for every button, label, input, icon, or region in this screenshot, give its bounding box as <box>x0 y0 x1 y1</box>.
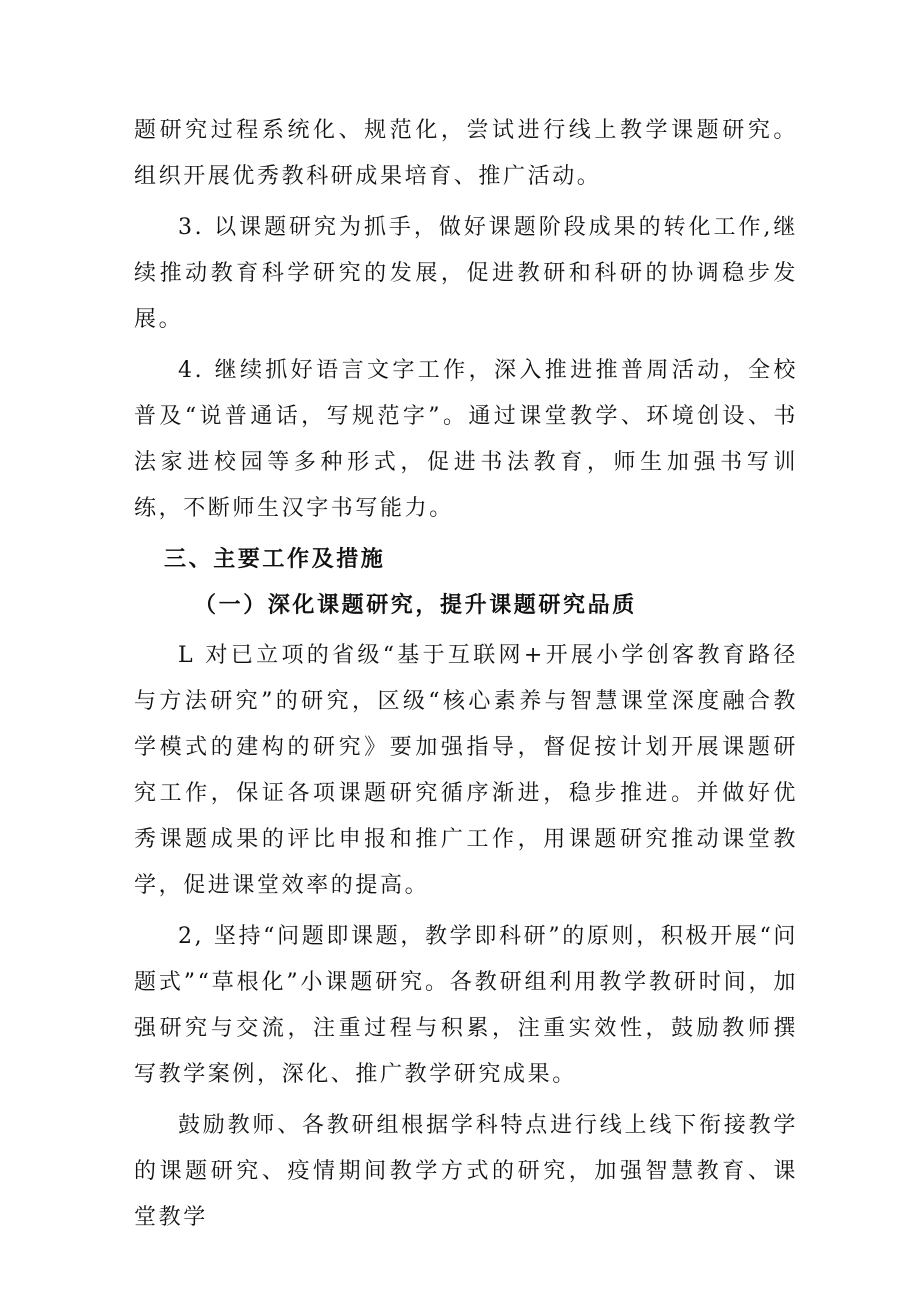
sub-heading: （一）深化课题研究，提升课题研究品质 <box>194 593 637 618</box>
paragraph-body-3: 鼓励教师、各教研组根据学科特点进行线上线下衔接教学的课题研究、疫情期间教学方式的研究，加强智慧教育、课堂教学 <box>134 1113 798 1230</box>
paragraph-item-3: 3. 以课题研究为抓手，做好课题阶段成果的转化工作,继续推动教育科学研究的发展，促进教研和科研的协调稳步发展。 <box>134 215 798 332</box>
section-heading: 三、主要工作及措施 <box>164 547 386 572</box>
paragraph-item-4: 4. 继续抓好语言文字工作，深入推进推普周活动，全校普及“说普通话，写规范字”。通过课堂教学、环境创设、书法家进校园等多种形式，促进书法教育，师生加强书写训练，不断师生汉字书写能力。 <box>134 358 798 521</box>
paragraph-body-2: 2, 坚持“问题即课题，教学即科研”的原则，积极开展“问题式”“草根化”小课题研究。各教研组利用教学教研时间，加强研究与交流，注重过程与积累，注重实效性，鼓励教师撰写教学案例，深化、推广教学研究成果。 <box>134 924 798 1087</box>
paragraph-research-continuation: 题研究过程系统化、规范化，尝试进行线上教学课题研究。组织开展优秀教科研成果培育、推广活动。 <box>134 118 798 189</box>
paragraph-body-1: L 对已立项的省级“基于互联网+开展小学创客教育路径与方法研究”的研究，区级“核心素养与智慧课堂深度融合教学模式的建构的研究》要加强指导，督促按计划开展课题研究工作，保证各项课题研究循序渐进，稳步推进。并做好优秀课题成果的评比申报和推广工作，用课题研究推动课堂教学，促进课堂效率的提高。 <box>134 643 798 898</box>
